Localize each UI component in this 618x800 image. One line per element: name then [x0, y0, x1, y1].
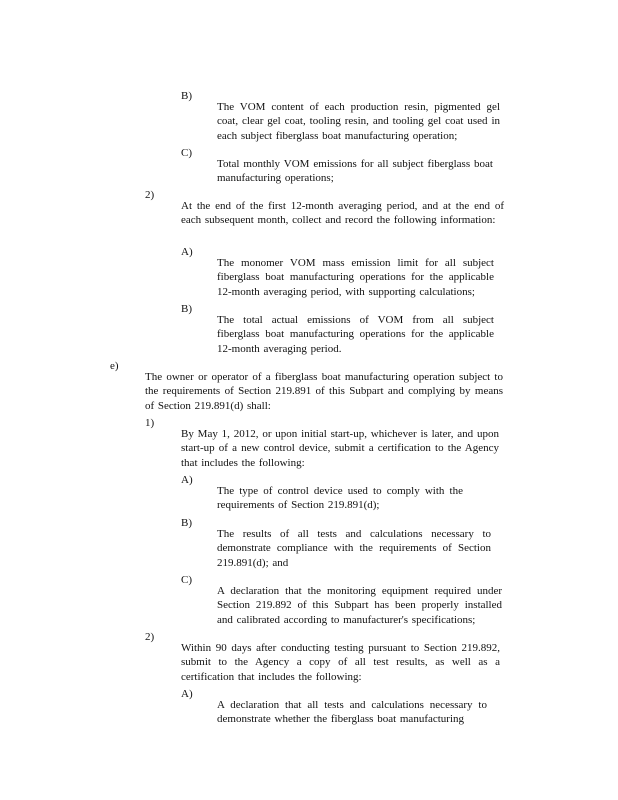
item-text: The total actual emissions of VOM from all subject fiberglass boat manufacturing operations for the applicable 12-month averaging period. [217, 314, 494, 355]
item-label: A) [181, 474, 193, 486]
item-label: 2) [145, 189, 155, 201]
item-label: B) [181, 517, 192, 529]
item-text: By May 1, 2012, or upon initial start-up, whichever is later, and upon start-up of a new control device, submit a certification to the Agency that includes the following: [181, 428, 499, 469]
item-text: A declaration that all tests and calculations necessary to demonstrate whether the fiberglass boat manufacturing [217, 699, 487, 726]
item-text: Total monthly VOM emissions for all subject fiberglass boat manufacturing operations; [217, 158, 493, 185]
item-text: The results of all tests and calculations necessary to demonstrate compliance with the requirements of Section 219.891(d); and [217, 528, 491, 569]
item-label: A) [181, 688, 193, 700]
item-label: C) [181, 147, 192, 159]
item-text: At the end of the first 12-month averaging period, and at the end of each subsequent month, collect and record the following information: [181, 200, 504, 227]
item-text: The owner or operator of a fiberglass boat manufacturing operation subject to the requirements of Section 219.891 of this Subpart and complying by means of Section 219.891(d) shall: [145, 371, 503, 412]
item-label: e) [110, 360, 119, 372]
item-label: B) [181, 90, 192, 102]
item-label: C) [181, 574, 192, 586]
item-text: The monomer VOM mass emission limit for all subject fiberglass boat manufacturing operations for the applicable 12-month averaging period, with supporting calculations; [217, 257, 494, 298]
item-label: B) [181, 303, 192, 315]
item-label: A) [181, 246, 193, 258]
item-label: 2) [145, 631, 155, 643]
item-label: 1) [145, 417, 155, 429]
item-text: The VOM content of each production resin, pigmented gel coat, clear gel coat, tooling resin, and tooling gel coat used in each subject fiberglass boat manufacturing operation; [217, 101, 500, 142]
item-text: Within 90 days after conducting testing pursuant to Section 219.892, submit to the Agency a copy of all test results, as well as a certification that includes the following: [181, 642, 500, 683]
item-text: The type of control device used to comply with the requirements of Section 219.891(d); [217, 485, 463, 512]
item-text: A declaration that the monitoring equipment required under Section 219.892 of this Subpart has been properly installed and calibrated according to manufacturer's specifications; [217, 585, 502, 626]
